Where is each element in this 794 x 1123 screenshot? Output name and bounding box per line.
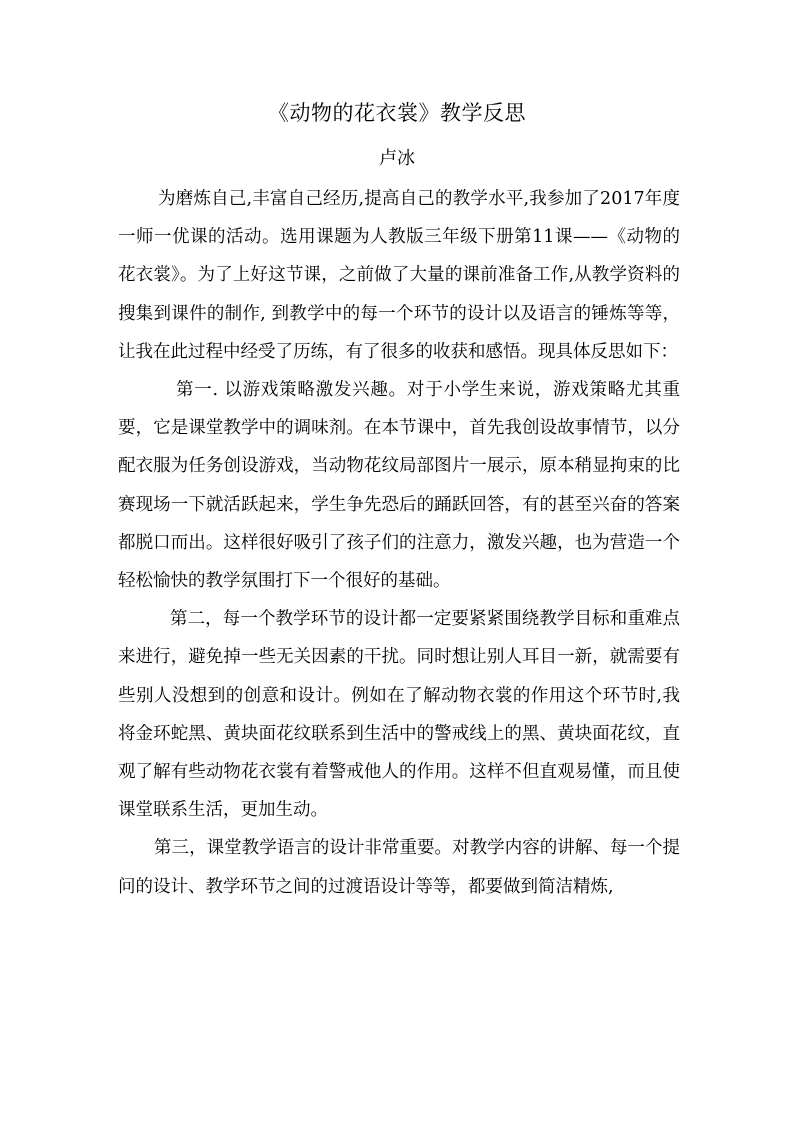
document-title: 《动物的花衣裳》教学反思 (268, 101, 526, 125)
paragraph-intro: 为磨炼自己,丰富自己经历,提高自己的教学水平,我参加了2017年度一师一优课的活动。选用课题为人教版三年级下册第11课——《动物的花衣裳》。为了上好这节课，之前做了大量的课前准备工作,从教学资料的搜集到课件的制作, 到教学中的每一个环节的设计以及语言的锤炼等等，让我在此过程中经受了历练，有了很多的收获和感悟。现具体反思如下： (118, 189, 680, 362)
document-body (118, 180, 680, 906)
paragraph-first-point: 第一. 以游戏策略激发兴趣。对于小学生来说，游戏策略尤其重要，它是课堂教学中的调味剂。在本节课中，首先我创设故事情节，以分配衣服为任务创设游戏，当动物花纹局部图片一展示，原本稍显拘束的比赛现场一下就活跃起来，学生争先恐后的踊跃回答，有的甚至兴奋的答案都脱口而出。这样很好吸引了孩子们的注意力，激发兴趣，也为营造一个轻松愉快的教学氛围打下一个很好的基础。 (118, 380, 680, 592)
author-name: 卢冰 (379, 148, 415, 169)
paragraph-third-point: 第三，课堂教学语言的设计非常重要。对教学内容的讲解、每一个提问的设计、教学环节之间的过渡语设计等等，都要做到简洁精炼, (118, 838, 680, 897)
paragraph-second-point: 第二，每一个教学环节的设计都一定要紧紧围绕教学目标和重难点来进行，避免掉一些无关因素的干扰。同时想让别人耳目一新，就需要有些别人没想到的创意和设计。例如在了解动物衣裳的作用这个环节时,我将金环蛇黑、黄块面花纹联系到生活中的警戒线上的黑、黄块面花纹，直观了解有些动物花衣裳有着警戒他人的作用。这样不但直观易懂，而且使课堂联系生活，更加生动。 (118, 609, 680, 821)
